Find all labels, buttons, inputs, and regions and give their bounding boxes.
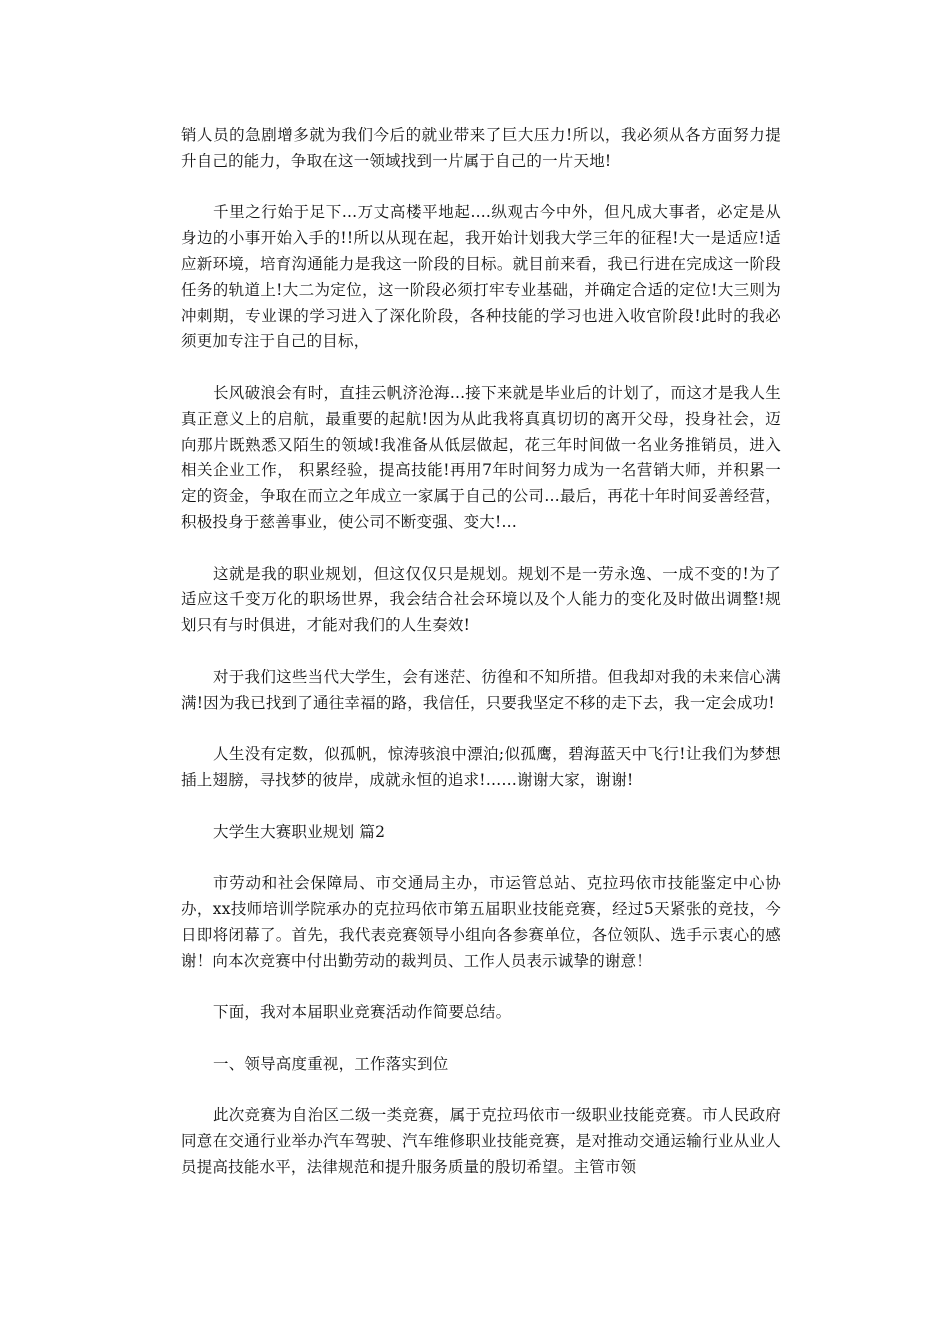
document-body — [181, 123, 781, 1206]
section-title: 大学生大赛职业规划 篇2 — [213, 822, 386, 841]
paragraph-plan-adjustment: 这就是我的职业规划，但这仅仅只是规划。规划不是一劳永逸、一成不变的!为了适应这千变万化的职场世界，我会结合社会环境以及个人能力的变化及时做出调整!规划只有与时俱进，才能对我们的人生奏效! — [181, 564, 781, 635]
paragraph-competition-detail: 此次竞赛为自治区二级一类竞赛，属于克拉玛依市一级职业技能竞赛。市人民政府同意在交通行业举办汽车驾驶、汽车维修职业技能竞赛，是对推动交通运输行业从业人员提高技能水平，法律规范和提升服务质量的殷切希望。主管市领 — [181, 1106, 781, 1176]
paragraph-competition-intro: 市劳动和社会保障局、市交通局主办，市运管总站、克拉玛依市技能鉴定中心协办，xx技师培训学院承办的克拉玛依市第五届职业技能竞赛，经过5天紧张的竞技，今日即将闭幕了。首先，我代表竞赛领导小组向各参赛单位，各位领队、选手示衷心的感谢！向本次竞赛中付出勤劳动的裁判员、工作人员表示诚挚的谢意！ — [181, 874, 781, 970]
paragraph-confidence: 对于我们这些当代大学生，会有迷茫、彷徨和不知所措。但我却对我的未来信心满满!因为我已找到了通往幸福的路，我信任，只要我坚定不移的走下去，我一定会成功! — [181, 667, 781, 712]
paragraph-closing: 人生没有定数，似孤帆，惊涛骇浪中漂泊;似孤鹰，碧海蓝天中飞行!让我们为梦想插上翅膀，寻找梦的彼岸，成就永恒的追求!……谢谢大家，谢谢! — [181, 745, 781, 789]
paragraph-continuation: 销人员的急剧增多就为我们今后的就业带来了巨大压力!所以，我必须从各方面努力提升自己的能力，争取在这一领域找到一片属于自己的一片天地! — [181, 126, 781, 170]
paragraph-subheading-one: 一、领导高度重视，工作落实到位 — [213, 1054, 449, 1073]
paragraph-summary-lead: 下面，我对本届职业竞赛活动作简要总结。 — [213, 1003, 512, 1022]
paragraph-journey: 千里之行始于足下...万丈高楼平地起....纵观古今中外，但凡成大事者，必定是从身边的小事开始入手的!!所以从现在起，我开始计划我大学三年的征程!大一是适应!适应新环境，培育沟通能力是我这一阶段的目标。就目前来看，我已行进在完成这一阶段任务的轨道上!大二为定位，这一阶段必须打牢专业基础，并确定合适的定位!大三则为冲刺期，专业课的学习进入了深化阶段，各种技能的学习也进入收官阶段!此时的我必须更加专注于自己的目标， — [181, 203, 781, 351]
paragraph-after-graduation: 长风破浪会有时，直挂云帆济沧海...接下来就是毕业后的计划了，而这才是我人生真正意义上的启航，最重要的起航!因为从此我将真真切切的离开父母，投身社会，迈向那片既熟悉又陌生的领域!我准备从低层做起，花三年时间做一名业务推销员，进入相关企业工作， 积累经验，提高技能!再用7年时间努力成为一名营销大师，并积累一定的资金，争取在而立之年成立一家属于自己的公司…最后，再花十年时间妥善经营，积极投身于慈善事业，使公司不断变强、变大!… — [181, 383, 781, 531]
